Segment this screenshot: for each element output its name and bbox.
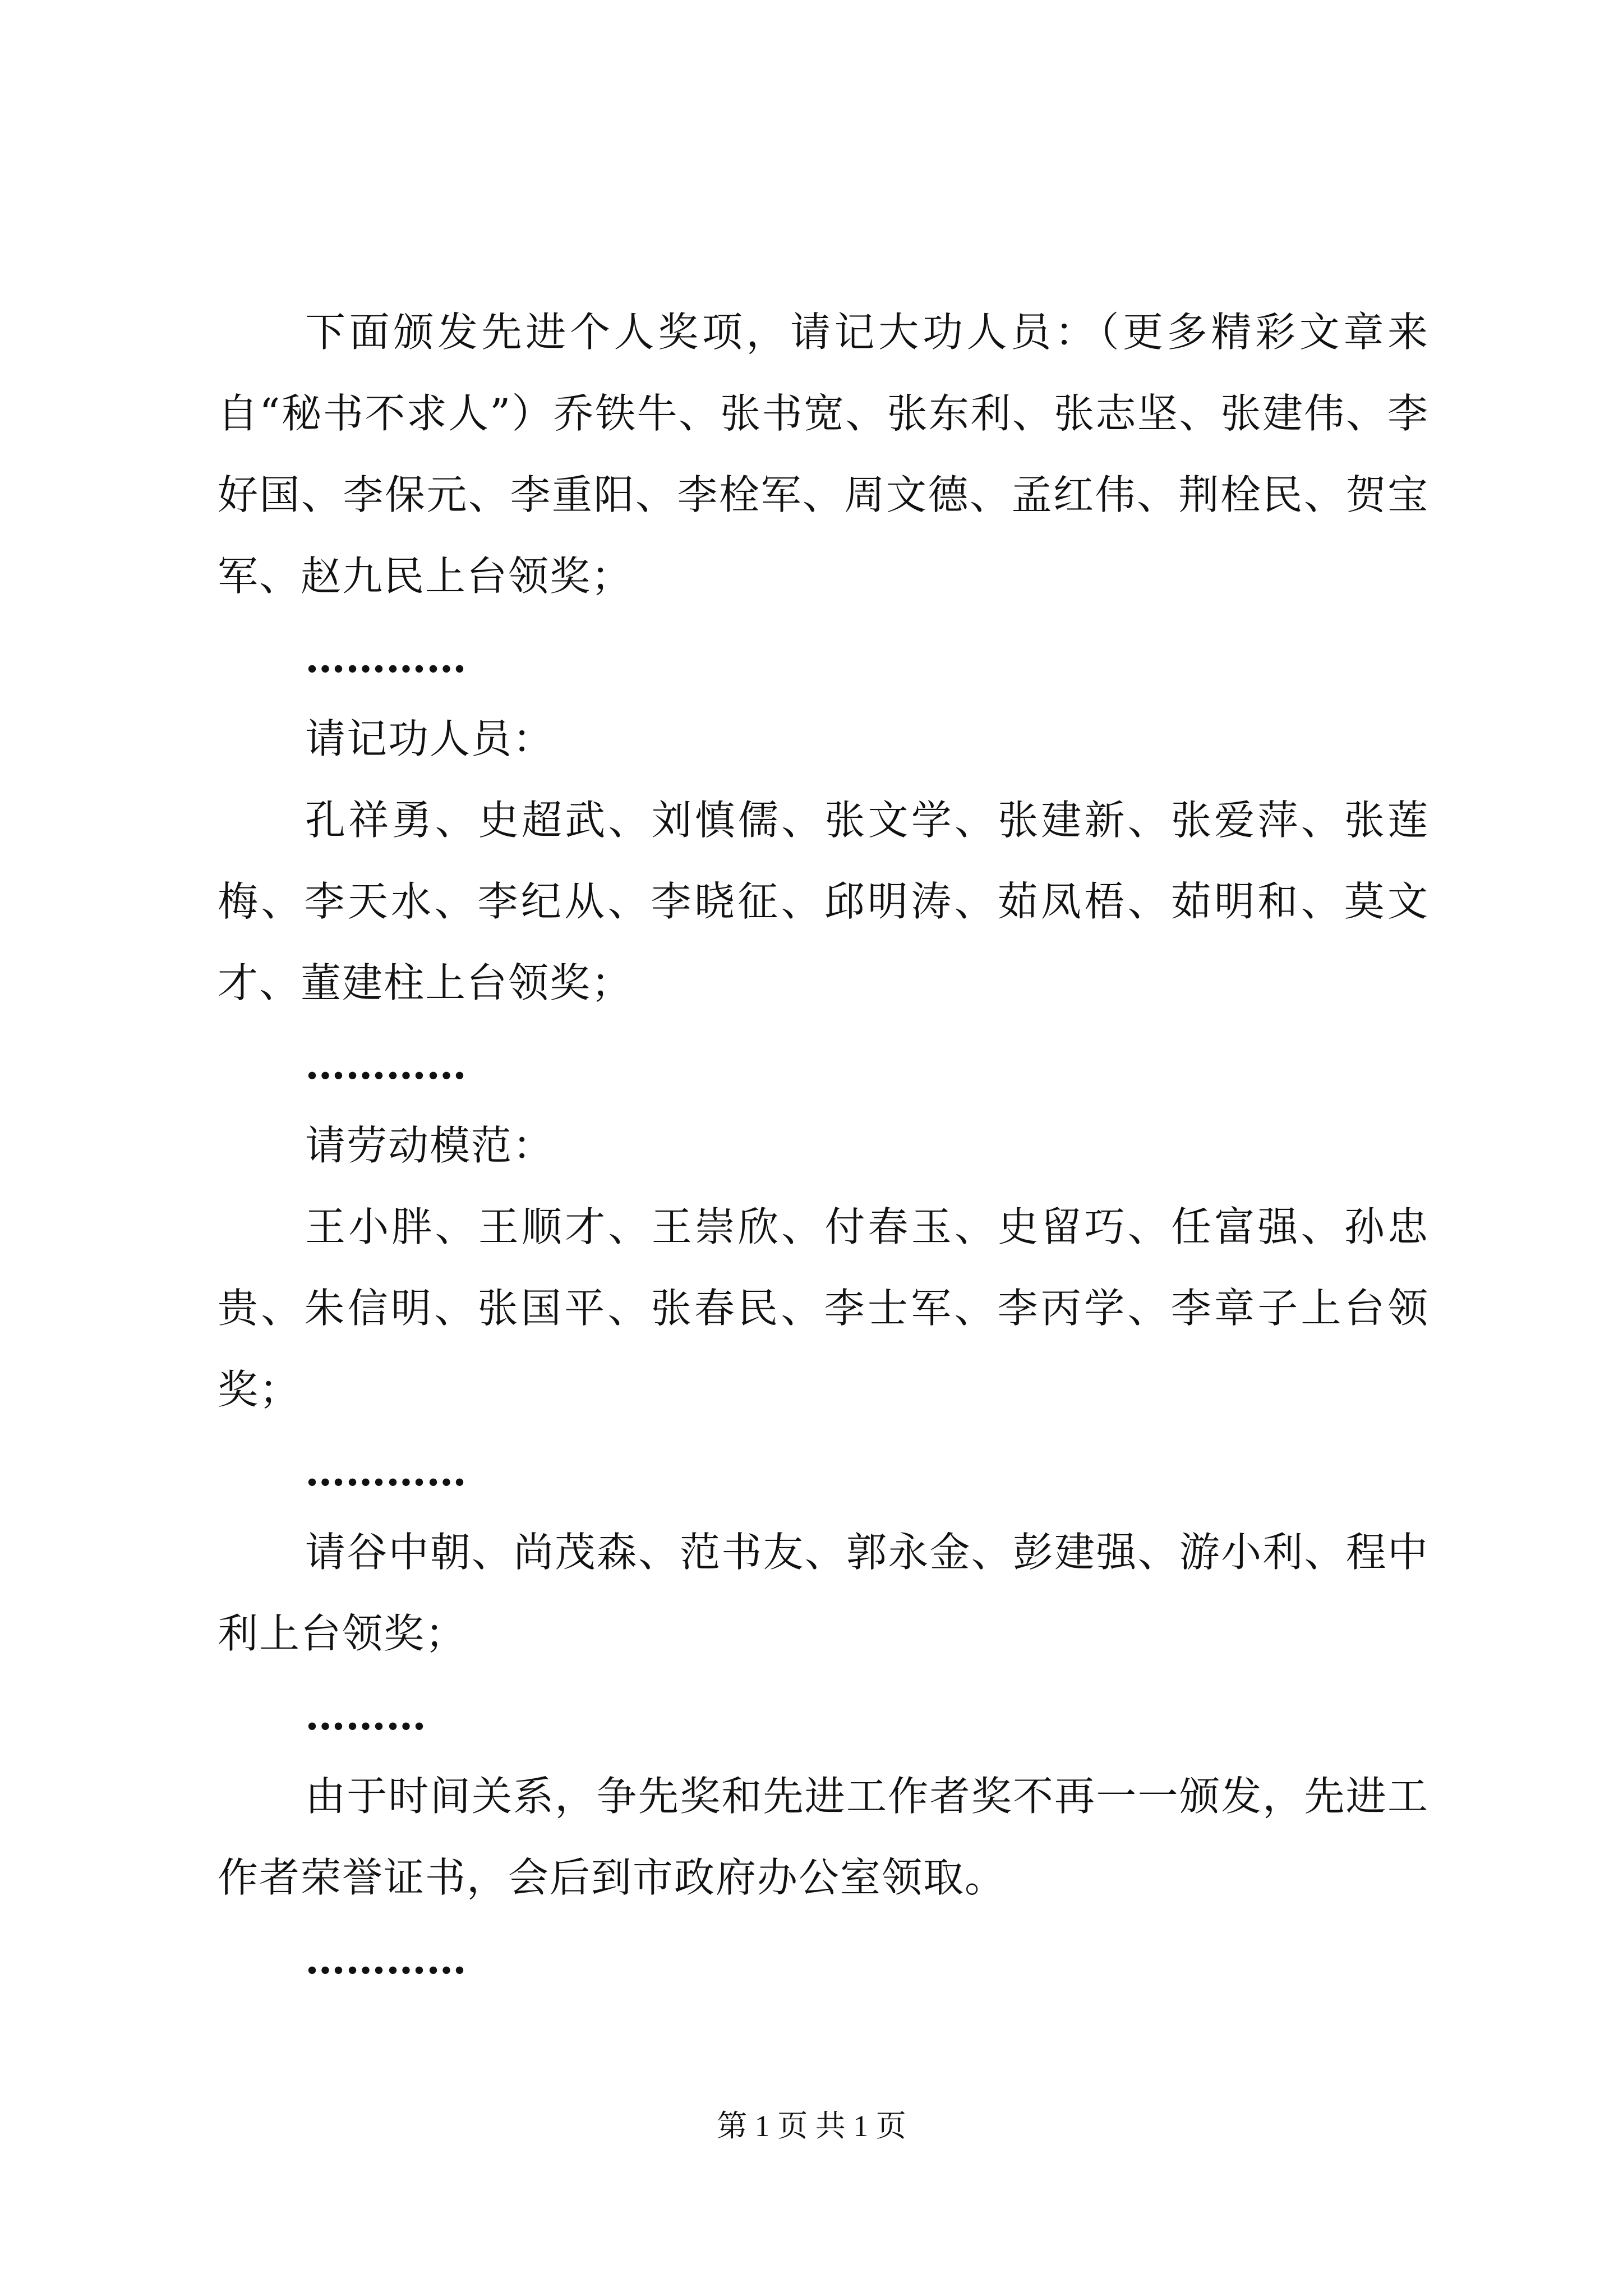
ellipsis-separator: ………… bbox=[305, 634, 467, 682]
paragraph-model-workers-list: 王小胖、王顺才、王崇欣、付春玉、史留巧、任富强、孙忠贵、朱信明、张国平、张春民、李士军、李丙学、李章子上台领奖； bbox=[218, 1203, 1429, 1413]
ellipsis-separator: ………… bbox=[305, 1041, 467, 1088]
ellipsis-separator: ………… bbox=[305, 1447, 467, 1495]
paragraph-closing-note: 由于时间关系，争先奖和先进工作者奖不再一一颁发，先进工作者荣誉证书，会后到市政府办公室领取。 bbox=[218, 1773, 1429, 1901]
ellipsis-separator: ……… bbox=[305, 1691, 426, 1739]
page-number-footer: 第 1 页 共 1 页 bbox=[717, 2109, 906, 2143]
paragraph-merit-list: 孔祥勇、史超武、刘慎儒、张文学、张建新、张爱萍、张莲梅、李天水、李纪从、李晓征、邱明涛、茹凤梧、茹明和、莫文才、董建柱上台领奖； bbox=[218, 797, 1429, 1006]
heading-merit: 请记功人员： bbox=[305, 715, 555, 762]
heading-model-workers: 请劳动模范： bbox=[305, 1122, 555, 1169]
paragraph-other-awardees: 请谷中朝、尚茂森、范书友、郭永金、彭建强、游小利、程中利上台领奖； bbox=[218, 1529, 1429, 1657]
paragraph-major-merit: 下面颁发先进个人奖项，请记大功人员：（更多精彩文章来自“秘书不求人”）乔铁牛、张书宽、张东利、张志坚、张建伟、李好国、李保元、李重阳、李栓军、周文德、孟红伟、荆栓民、贺宝军、赵九民上台领奖； bbox=[218, 309, 1429, 600]
document-body bbox=[218, 292, 1429, 2000]
ellipsis-separator: ………… bbox=[305, 1935, 467, 1983]
